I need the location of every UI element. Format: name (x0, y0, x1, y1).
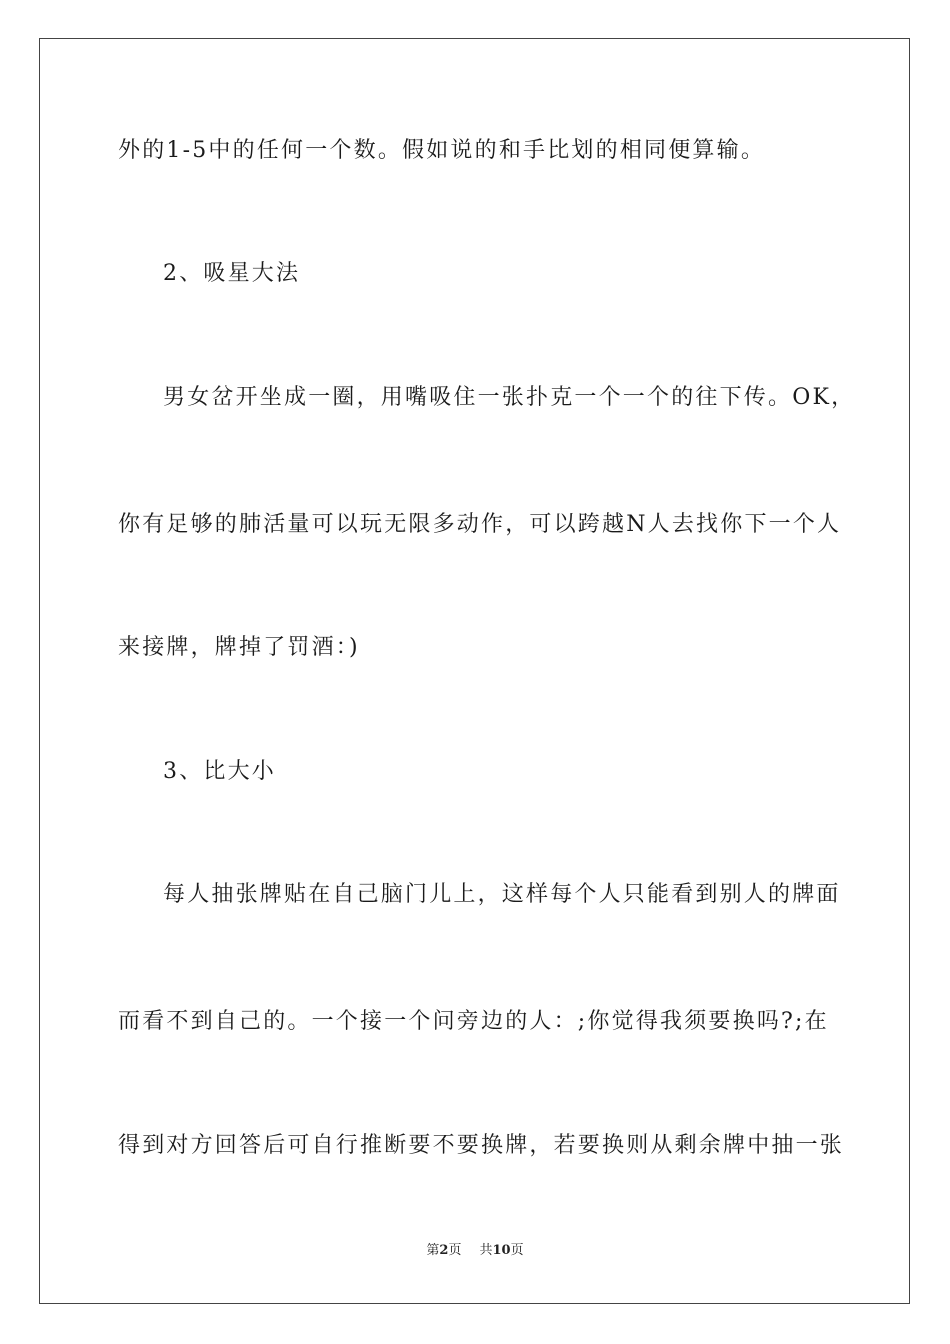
paragraph-line-5: 每人抽张牌贴在自己脑门儿上，这样每个人只能看到别人的牌面 (163, 882, 841, 907)
paragraph-line-3: 你有足够的肺活量可以玩无限多动作，可以跨越N人去找你下一个人 (118, 512, 842, 537)
page-number-suffix: 页 (448, 1243, 462, 1258)
paragraph-line-4: 来接牌，牌掉了罚酒：) (118, 635, 360, 660)
page-total-suffix: 页 (510, 1243, 524, 1258)
page-total-prefix: 共 (479, 1243, 493, 1258)
paragraph-line-6: 而看不到自己的。一个接一个问旁边的人：;你觉得我须要换吗?;在 (118, 1009, 829, 1034)
page-footer (0, 1242, 950, 1260)
paragraph-line-1: 外的1-5中的任何一个数。假如说的和手比划的相同便算输。 (118, 138, 766, 163)
paragraph-line-7: 得到对方回答后可自行推断要不要换牌，若要换则从剩余牌中抽一张 (118, 1133, 845, 1158)
page-number-current: 2 (439, 1243, 449, 1258)
section-heading-3: 3、比大小 (163, 759, 276, 784)
page-number-prefix: 第 (426, 1243, 440, 1258)
paragraph-line-2: 男女岔开坐成一圈，用嘴吸住一张扑克一个一个的往下传。OK， (163, 385, 856, 410)
page-total-count: 10 (492, 1243, 511, 1258)
section-heading-2: 2、吸星大法 (163, 261, 301, 286)
page-border (39, 38, 910, 1304)
